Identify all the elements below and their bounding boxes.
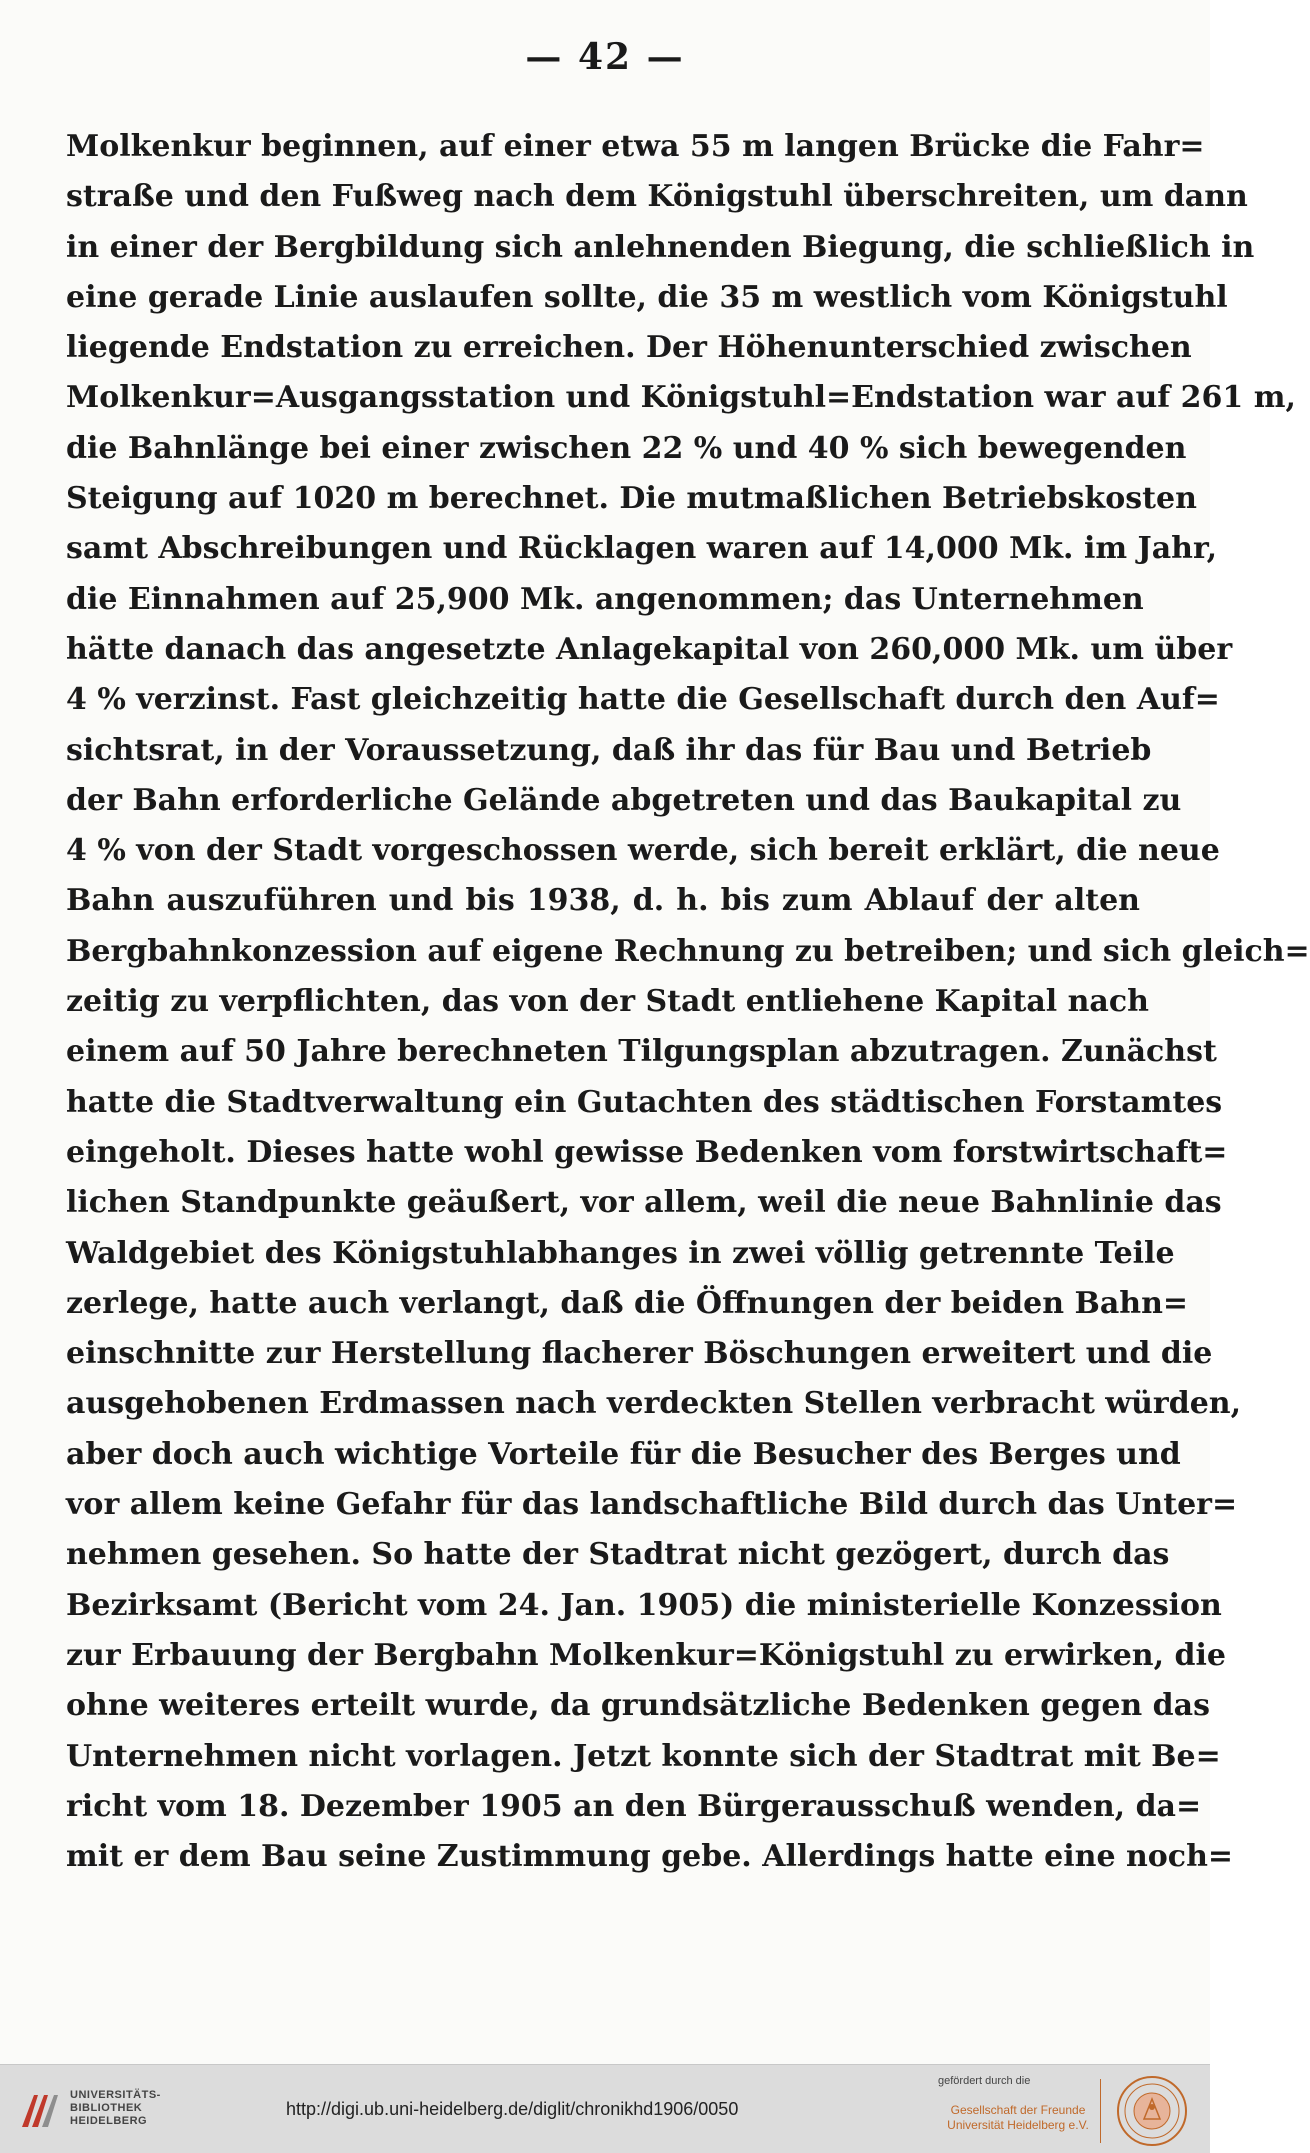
- library-logo-icon: [14, 2087, 62, 2135]
- text-line: vor allem keine Gefahr für das landschaftliche Bild durch das Unter=: [66, 1487, 1238, 1523]
- permalink-url[interactable]: http://digi.ub.uni-heidelberg.de/diglit/chronikhd1906/0050: [286, 2099, 739, 2119]
- text-line: Unternehmen nicht vorlagen. Jetzt konnte sich der Stadtrat mit Be=: [66, 1738, 1221, 1774]
- text-line: Bergbahnkonzession auf eigene Rechnung zu betreiben; und sich gleich=: [66, 933, 1310, 969]
- library-name-line: HEIDELBERG: [70, 2115, 148, 2127]
- text-line: hätte danach das angesetzte Anlagekapital von 260,000 Mk. um über: [66, 631, 1233, 667]
- text-line: straße und den Fußweg nach dem Königstuhl überschreiten, um dann: [66, 179, 1248, 215]
- text-line: nehmen gesehen. So hatte der Stadtrat nicht gezögert, durch das: [66, 1537, 1170, 1573]
- library-name-line: BIBLIOTHEK: [70, 2102, 143, 2114]
- sponsor-org-line: Gesellschaft der Freunde: [950, 2103, 1086, 2117]
- text-line: lichen Standpunkte geäußert, vor allem, weil die neue Bahnlinie das: [66, 1185, 1222, 1221]
- text-line: einschnitte zur Herstellung flacherer Böschungen erweitert und die: [66, 1336, 1213, 1372]
- sponsor-org-line: Universität Heidelberg e.V.: [947, 2118, 1089, 2132]
- footer-divider: [1100, 2079, 1101, 2143]
- text-line: zur Erbauung der Bergbahn Molkenkur=Königstuhl zu erwirken, die: [66, 1637, 1226, 1673]
- text-line: Steigung auf 1020 m berechnet. Die mutmaßlichen Betriebskosten: [66, 481, 1197, 517]
- university-seal-icon: [1116, 2075, 1188, 2147]
- text-line: zeitig zu verpflichten, das von der Stadt entliehene Kapital nach: [66, 984, 1149, 1020]
- library-name-line: UNIVERSITÄTS-: [70, 2089, 161, 2101]
- text-line: Waldgebiet des Königstuhlabhanges in zwei völlig getrennte Teile: [66, 1235, 1175, 1271]
- text-line: eine gerade Linie auslaufen sollte, die 35 m westlich vom Königstuhl: [66, 279, 1228, 315]
- text-line: der Bahn erforderliche Gelände abgetreten und das Baukapital zu: [66, 782, 1182, 818]
- text-line: richt vom 18. Dezember 1905 an den Bürgerausschuß wenden, da=: [66, 1788, 1202, 1824]
- sponsor-block: [938, 2075, 1098, 2133]
- text-line: ohne weiteres erteilt wurde, da grundsätzliche Bedenken gegen das: [66, 1688, 1210, 1724]
- text-line: aber doch auch wichtige Vorteile für die Besucher des Berges und: [66, 1436, 1181, 1472]
- text-line: 4 % von der Stadt vorgeschossen werde, sich bereit erklärt, die neue: [66, 833, 1220, 869]
- body-text: [66, 122, 1310, 1882]
- text-line: Molkenkur beginnen, auf einer etwa 55 m langen Brücke die Fahr=: [66, 129, 1205, 164]
- text-line: Bezirksamt (Bericht vom 24. Jan. 1905) die ministerielle Konzession: [66, 1587, 1222, 1623]
- text-line: einem auf 50 Jahre berechneten Tilgungsplan abzutragen. Zunächst: [66, 1034, 1217, 1070]
- text-line: 4 % verzinst. Fast gleichzeitig hatte die Gesellschaft durch den Auf=: [66, 682, 1220, 718]
- text-line: liegende Endstation zu erreichen. Der Höhenunterschied zwischen: [66, 330, 1192, 366]
- text-line: Molkenkur=Ausgangsstation und Königstuhl=Endstation war auf 261 m,: [66, 380, 1296, 416]
- text-line: in einer der Bergbildung sich anlehnenden Biegung, die schließlich in: [66, 229, 1255, 265]
- text-line: Bahn auszuführen und bis 1938, d. h. bis zum Ablauf der alten: [66, 883, 1140, 919]
- sponsor-label: gefördert durch die: [938, 2075, 1031, 2087]
- page-number: — 42 —: [525, 36, 685, 78]
- text-line: hatte die Stadtverwaltung ein Gutachten des städtischen Forstamtes: [66, 1084, 1223, 1120]
- library-name: [70, 2089, 161, 2128]
- text-line: zerlege, hatte auch verlangt, daß die Öffnungen der beiden Bahn=: [66, 1285, 1189, 1321]
- footer-bar: [0, 2064, 1210, 2153]
- text-line: eingeholt. Dieses hatte wohl gewisse Bedenken vom forstwirtschaft=: [66, 1134, 1228, 1170]
- text-line: sichtsrat, in der Voraussetzung, daß ihr das für Bau und Betrieb: [66, 732, 1152, 768]
- text-line: mit er dem Bau seine Zustimmung gebe. Allerdings hatte eine noch=: [66, 1839, 1234, 1875]
- text-line: ausgehobenen Erdmassen nach verdeckten Stellen verbracht würden,: [66, 1386, 1242, 1422]
- text-line: die Bahnlänge bei einer zwischen 22 % und 40 % sich bewegenden: [66, 430, 1187, 466]
- text-line: samt Abschreibungen und Rücklagen waren auf 14,000 Mk. im Jahr,: [66, 531, 1218, 567]
- text-line: die Einnahmen auf 25,900 Mk. angenommen; das Unternehmen: [66, 581, 1144, 617]
